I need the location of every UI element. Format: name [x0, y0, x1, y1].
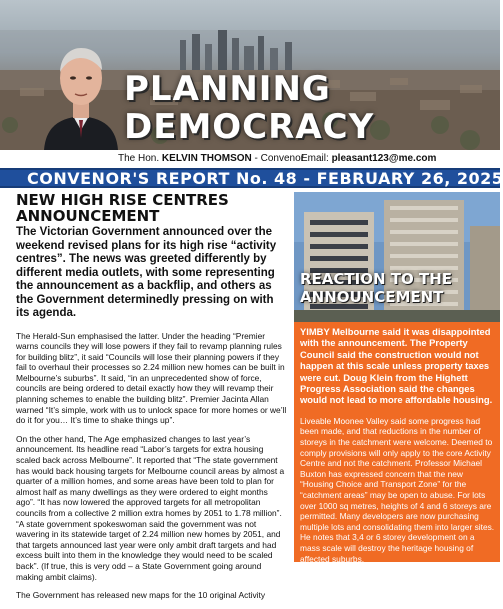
report-title-bar [0, 168, 503, 188]
convenor-portrait [40, 34, 122, 150]
sidebar-heading: REACTION TO THE ANNOUNCEMENT [300, 270, 452, 306]
sidebar-paragraph: It seems to me worth observing that the changes reflect the impact of lobbying efforts by residents [300, 572, 481, 593]
sidebar-paragraph: Liveable Moonee Valley said some progress had been made, and that reductions in the number of storeys in the catchment were welcome. Deemed to comply provisions will only apply to the core Activity Centre and not the catchment. Professor Michael Buxton has expressed concern that the new “Housing Choice and Transport Zone” for the “catchment areas” may be open to abuse. For lots over 1000 sq metres, heights of 4 and 6 storeys are permitted. Many developers are now purchasing multiple lots and consolidating them into larger sites. He notes that 3,4 or 6 storey development on a mass scale will destroy the heritage housing of affected suburbs. [300, 415, 495, 564]
article-lede: The Victorian Government announced over the weekend revised plans for its high rise “activity centres”. The news was greeted differently by different media outlets, with some representing the announcement as a backflip, and others as the Government determinedly pressing on with its agenda. [16, 226, 277, 319]
email-label: Email: [301, 153, 329, 164]
sidebar-text [300, 326, 496, 601]
email-link[interactable]: pleasant123@me.com [331, 153, 437, 164]
convenor-name: KELVIN THOMSON [161, 153, 252, 164]
article-paragraph: On the other hand, The Age emphasized changes to last year’s announcement. Its headline read “Labor’s targets for extra housing scaled back across Melbourne”. It reported that “The state government has would back housing targets for Melbourne council areas by almost a quarter of a million homes, and some areas have been told to plan for almost half as many dwellings as they were ordered to eight months ago”. “It has now lowered the approved targets for all metropolitan councils from a collective 2 million extra homes by 2051 to 1.78 million”. “A state government spokeswoman said the government was not wavering in its statewide target of 2.24 million new homes by 2051, and that targets announced last year were only ambit draft targets and had excess built into them in the knowledge they would need to be scaled back”. (If true, this is very odd – a State Government going around making ambit claims). [16, 433, 285, 582]
report-title: CONVENOR'S REPORT No. 48 - FEBRUARY 26, 2025 [27, 169, 503, 188]
masthead-title-line1: PLANNING [124, 69, 331, 109]
sidebar-lede: YIMBY Melbourne said it was disappointed with the announcement. The Property Council said the construction would not happen at this scale unless property taxes were cut. Doug Klein from the Highett Progress Association said the changes would not lead to more affordable housing. [300, 326, 493, 406]
name-prefix: The Hon. [118, 153, 160, 164]
article-paragraph: The Government has released new maps for the 10 original Activity [16, 590, 266, 601]
email-credit [301, 150, 436, 168]
convenor-credit [118, 150, 304, 168]
masthead-title-line2: DEMOCRACY [124, 107, 375, 147]
article-paragraph: The Herald-Sun emphasised the latter. Under the heading “Premier warns councils they will lose powers if they fail to revamp planning rules for building blitz”, it said “Councils will lose their planning powers if they fail to overhaul their processes so 2.24 million new homes can be built in Melbourne’s suburbs”. It said, “in an unprecedented show of force, councils are being ordered to detail exactly how they will revamp their planning schemes to enable the building blitz”. Premier Jacinta Allan warned “It’s simple, work with us to unlock space for more homes or we’ll do it for you… It’s time to shake things up”. [16, 330, 287, 426]
byline [0, 150, 500, 168]
sidebar-photo [294, 192, 500, 322]
convenor-role: - Convenor [251, 153, 304, 164]
masthead-title [124, 70, 374, 146]
main-article [16, 192, 288, 609]
header-banner [0, 0, 500, 150]
reaction-sidebar [294, 192, 500, 593]
article-headline: NEW HIGH RISE CENTRES ANNOUNCEMENT [16, 191, 229, 225]
